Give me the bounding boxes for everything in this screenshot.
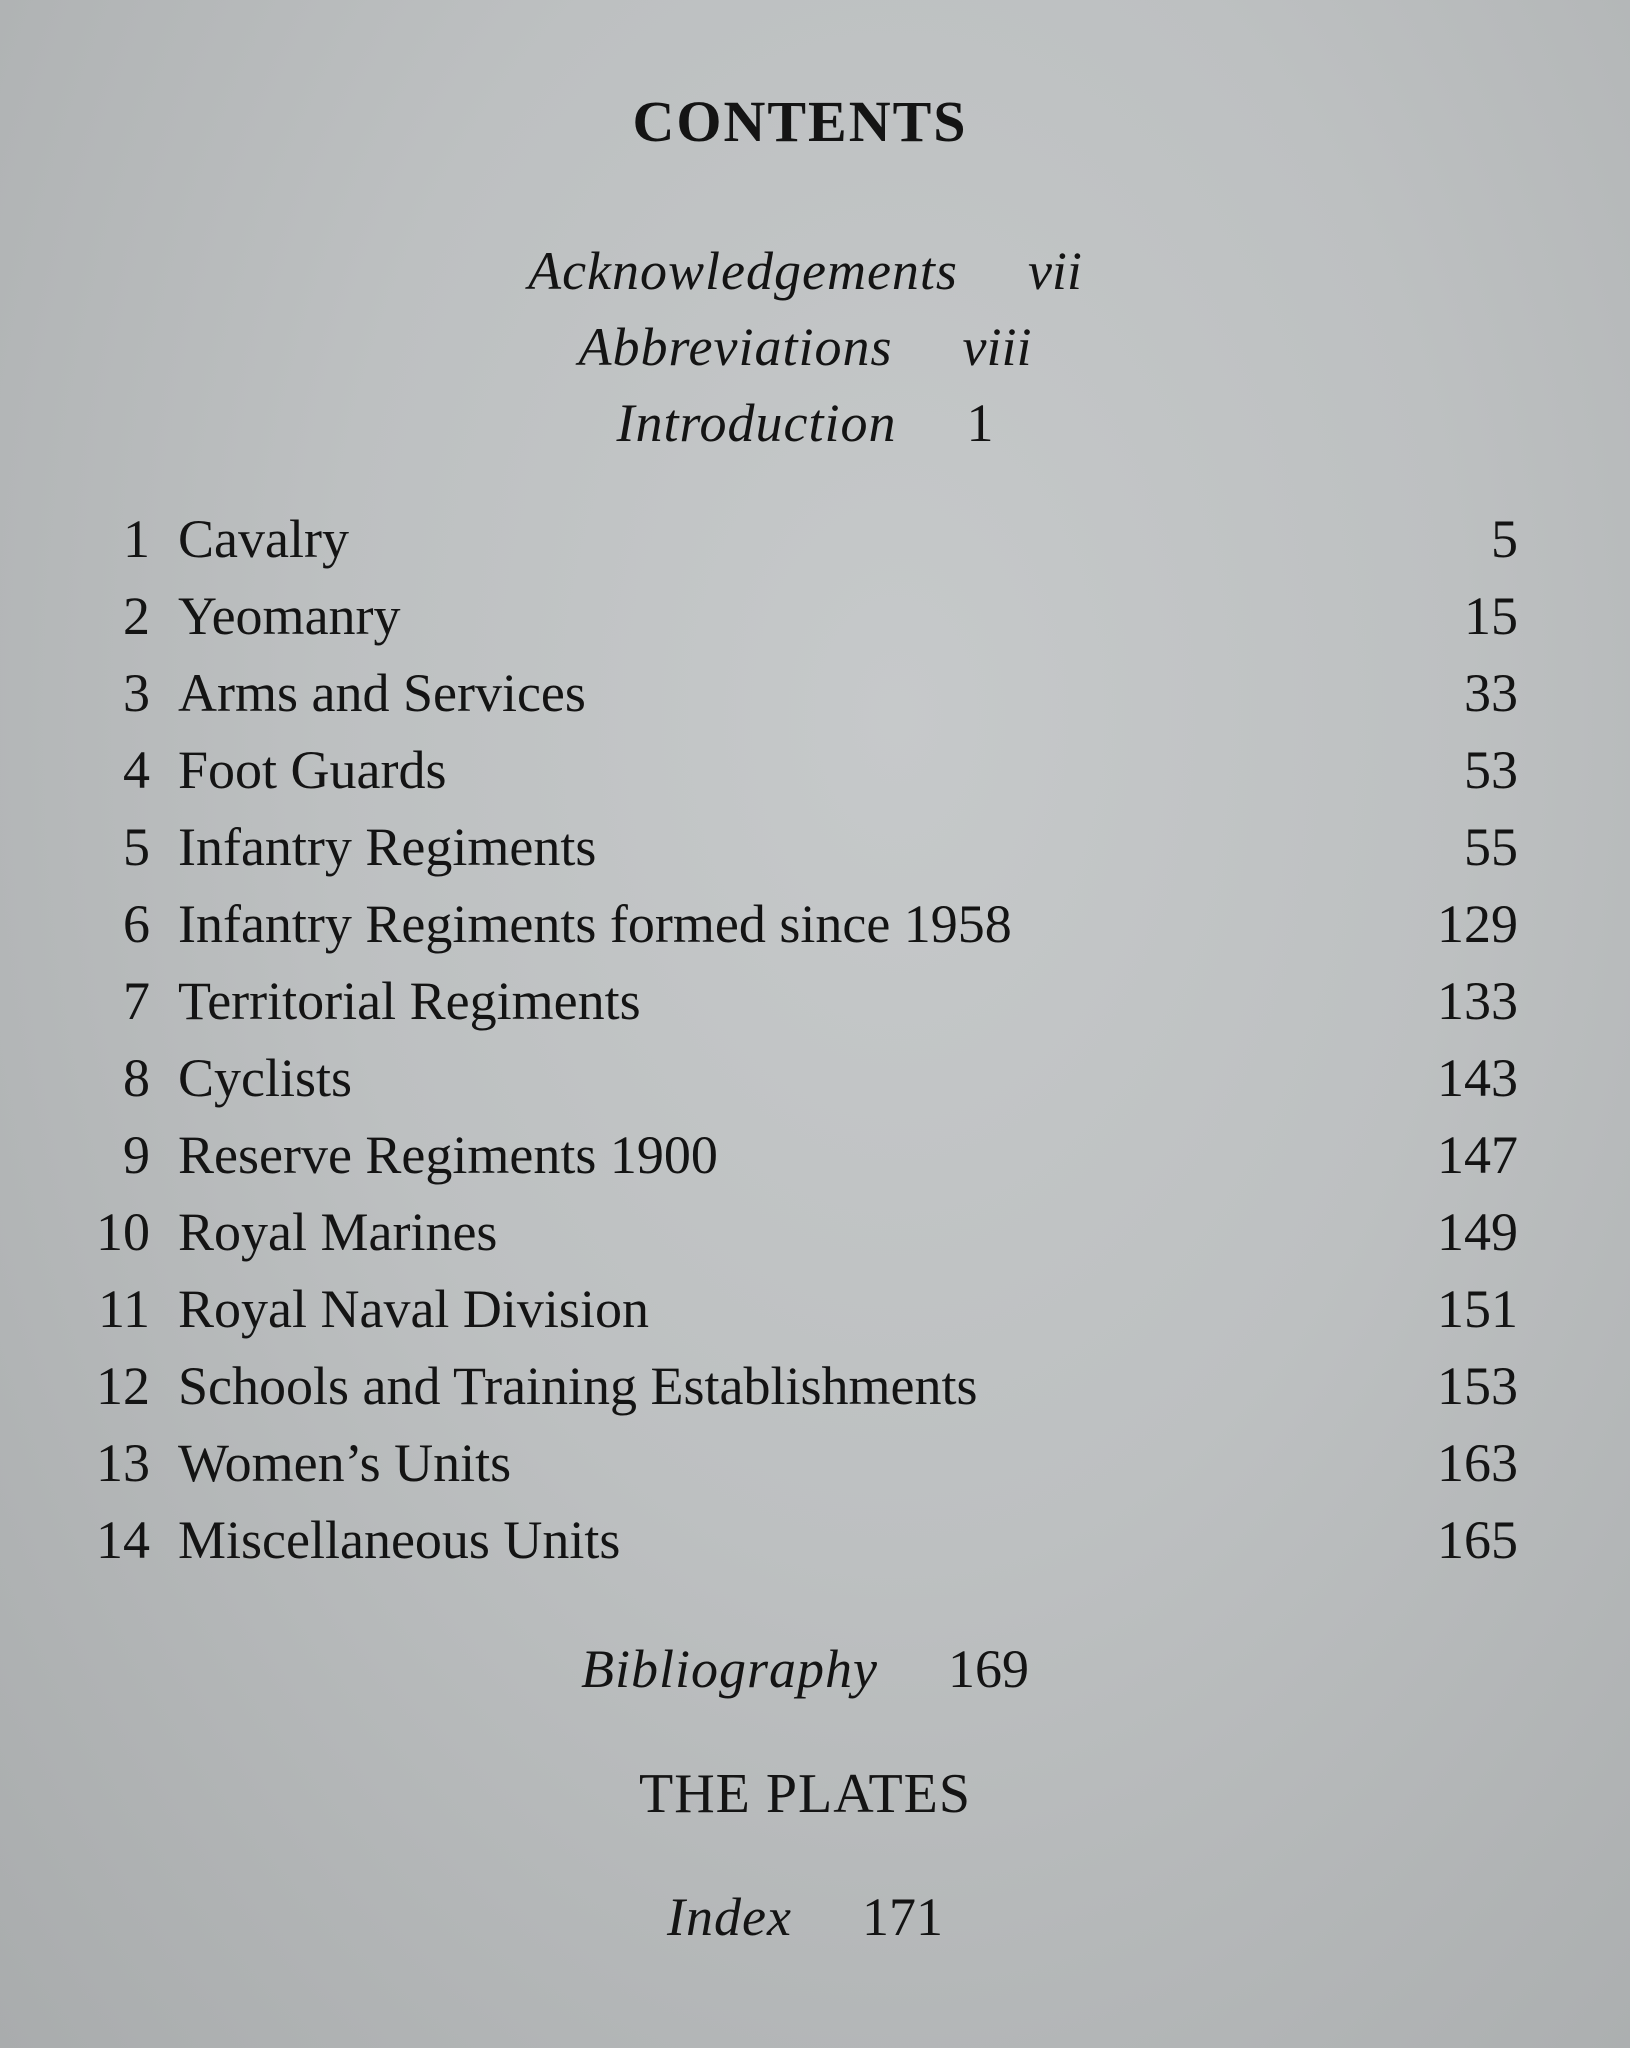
entry-label: Index: [667, 1887, 792, 1947]
chapter-title: Arms and Services: [178, 663, 586, 723]
chapter-number: 8: [123, 1048, 150, 1108]
chapter-row: [0, 1047, 1630, 1123]
entry-label: Bibliography: [581, 1639, 878, 1699]
chapter-number: 13: [96, 1433, 150, 1493]
chapter-page: 133: [1437, 971, 1518, 1031]
chapter-number: 10: [96, 1202, 150, 1262]
chapter-number: 14: [96, 1510, 150, 1570]
chapter-row: [0, 1509, 1630, 1585]
chapter-page: 33: [1464, 663, 1518, 723]
chapter-title: Women’s Units: [178, 1433, 512, 1493]
bibliography-entry: [0, 1638, 1610, 1700]
chapter-page: 15: [1464, 586, 1518, 646]
chapter-title: Infantry Regiments: [178, 817, 597, 877]
chapter-page: 165: [1437, 1510, 1518, 1570]
entry-page: viii: [962, 317, 1032, 377]
chapter-page: 151: [1437, 1279, 1518, 1339]
page-title: CONTENTS: [632, 89, 968, 154]
chapter-title: Reserve Regiments 1900: [178, 1125, 718, 1185]
chapter-title: Royal Marines: [178, 1202, 498, 1262]
entry-label: Abbreviations: [578, 317, 893, 377]
chapter-row: [0, 1278, 1630, 1354]
chapter-number: 11: [98, 1279, 150, 1339]
chapter-page: 153: [1437, 1356, 1518, 1416]
chapter-page: 55: [1464, 817, 1518, 877]
entry-label: Introduction: [616, 393, 897, 453]
chapter-number: 6: [123, 894, 150, 954]
chapter-title: Yeomanry: [178, 586, 401, 646]
chapter-page: 149: [1437, 1202, 1518, 1262]
chapter-row: [0, 508, 1630, 584]
chapter-row: [0, 1432, 1630, 1508]
chapter-row: [0, 816, 1630, 892]
chapter-number: 5: [123, 817, 150, 877]
chapter-page: 147: [1437, 1125, 1518, 1185]
chapter-title: Schools and Training Establishments: [178, 1356, 978, 1416]
chapter-page: 143: [1437, 1048, 1518, 1108]
chapter-number: 12: [96, 1356, 150, 1416]
chapter-number: 7: [123, 971, 150, 1031]
chapter-number: 3: [123, 663, 150, 723]
chapter-number: 4: [123, 740, 150, 800]
chapter-row: [0, 585, 1630, 661]
entry-page: 171: [861, 1887, 943, 1947]
chapter-title: Royal Naval Division: [178, 1279, 649, 1339]
chapter-title: Miscellaneous Units: [178, 1510, 621, 1570]
chapter-title: Cavalry: [178, 509, 349, 569]
entry-label: Acknowledgements: [528, 241, 958, 301]
chapter-title: Infantry Regiments formed since 1958: [178, 894, 1012, 954]
chapter-title: Foot Guards: [178, 740, 447, 800]
entry-page: 169: [947, 1639, 1029, 1699]
chapter-row: [0, 970, 1630, 1046]
chapter-row: [0, 1201, 1630, 1277]
chapter-number: 9: [123, 1125, 150, 1185]
chapter-page: 163: [1437, 1433, 1518, 1493]
chapter-row: [0, 662, 1630, 738]
front-matter-acknowledgements: [0, 240, 1610, 302]
entry-page: vii: [1027, 241, 1082, 301]
entry-page: 1: [966, 393, 994, 453]
chapter-title: Territorial Regiments: [178, 971, 641, 1031]
chapter-number: 2: [123, 586, 150, 646]
chapter-row: [0, 1355, 1630, 1431]
chapter-title: Cyclists: [178, 1048, 353, 1108]
chapter-page: 53: [1464, 740, 1518, 800]
front-matter-abbreviations: [0, 316, 1610, 378]
plates-heading: THE PLATES: [639, 1763, 971, 1825]
chapter-row: [0, 1124, 1630, 1200]
front-matter-introduction: [0, 392, 1610, 454]
chapter-page: 129: [1437, 894, 1518, 954]
chapter-row: [0, 893, 1630, 969]
chapter-row: [0, 739, 1630, 815]
chapter-page: 5: [1491, 509, 1518, 569]
index-entry: [0, 1886, 1610, 1948]
chapter-number: 1: [123, 509, 150, 569]
